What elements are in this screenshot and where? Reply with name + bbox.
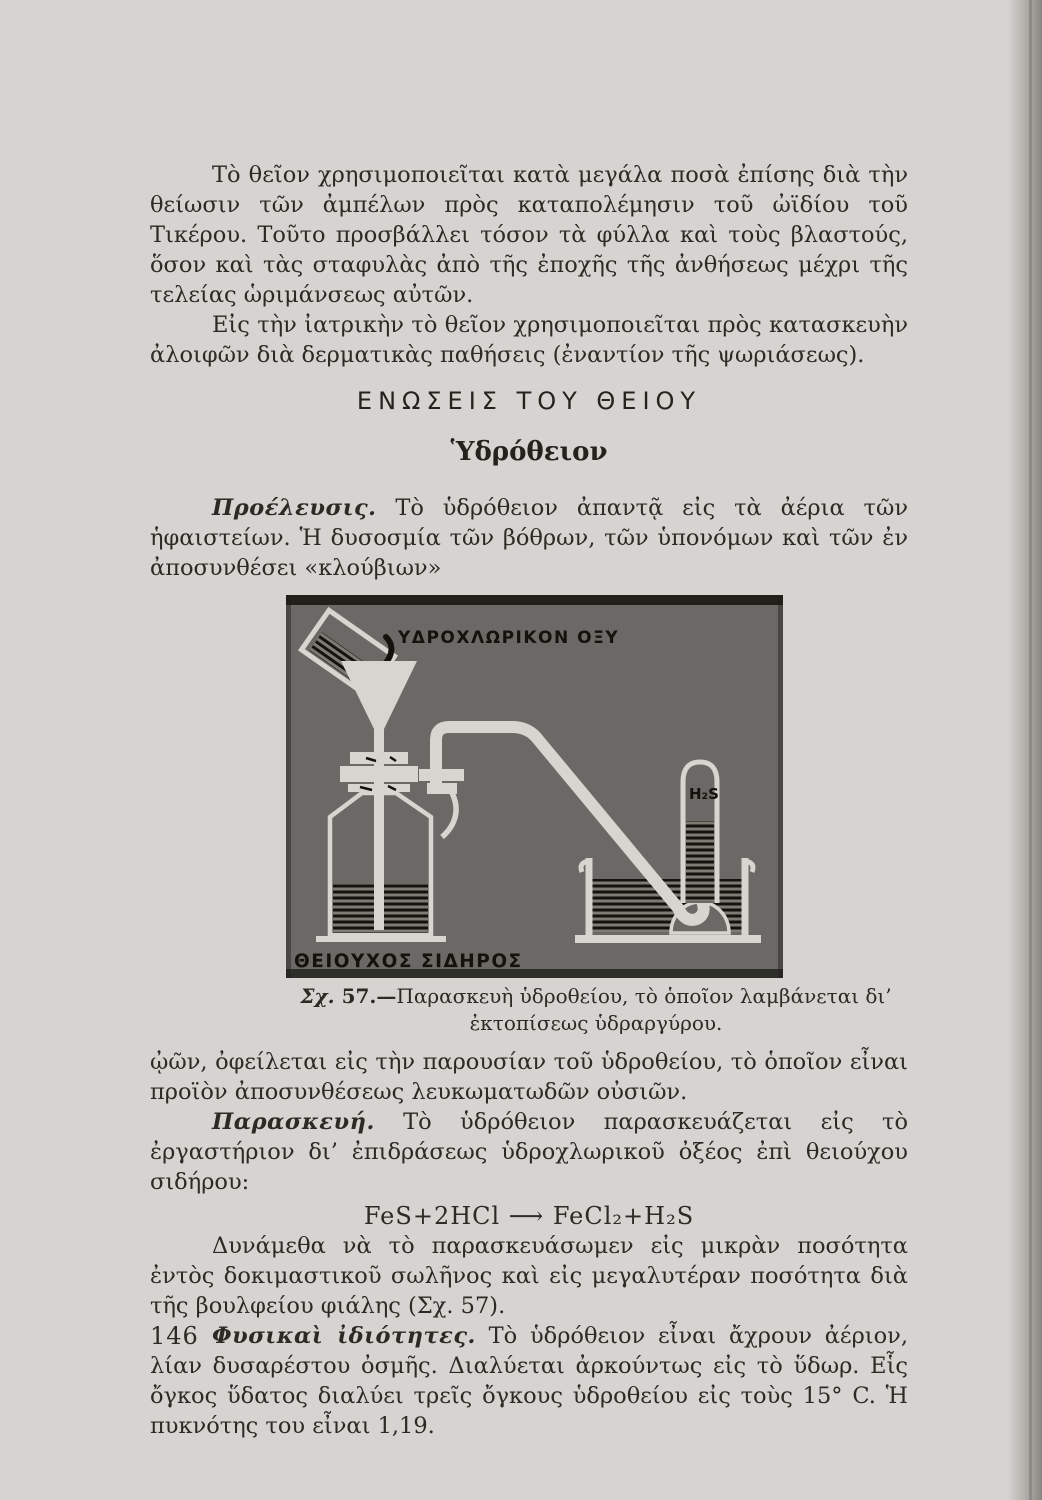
figure-caption bbox=[286, 983, 906, 1037]
paragraph-preparation bbox=[150, 1107, 908, 1197]
preparation-lead-word: Παρασκευή. bbox=[212, 1109, 375, 1135]
stopper-band-top bbox=[350, 752, 408, 764]
paragraph-amounts: Δυνάμεθα νὰ τὸ παρασκευάσωμεν εἰς μικρὰν ποσότητα ἐντὸς δοκιμαστικοῦ σωλῆνος καὶ εἰς μεγαλυτέραν ποσότητα διὰ τῆς βουλφείου φιάλης (Σχ. 57). bbox=[150, 1233, 908, 1319]
figure-border-right bbox=[778, 595, 783, 978]
stopper-band-main bbox=[340, 766, 418, 782]
stopper-band-lower bbox=[348, 784, 410, 792]
caption-text: Παρασκευὴ ὑδροθείου, τὸ ὁποῖον λαμβάνεται δι’ ἐκτοπίσεως ὑδραργύρου. bbox=[396, 984, 892, 1035]
text-column bbox=[150, 160, 908, 1441]
page-edge-line bbox=[1029, 0, 1032, 1500]
side-fitting-band-lower bbox=[427, 783, 457, 794]
page-number: 146 bbox=[150, 1322, 199, 1350]
figure-h2s-apparatus bbox=[286, 595, 892, 1037]
test-tube-water bbox=[686, 821, 714, 901]
subsection-heading: Ὑδρόθειον bbox=[450, 437, 608, 467]
origin-text: Τὸ ὑδρόθειον ἀπαντᾷ εἰς τὰ ἀέρια τῶν ἡφαιστείων. Ἡ δυσοσμία τῶν βόθρων, τῶν ὑπονόμων καὶ τῶν ἐν ἀποσυνθέσει «κλούβιων» bbox=[150, 495, 908, 581]
page-edge-shadow bbox=[1008, 0, 1042, 1500]
paragraph-origin bbox=[150, 493, 908, 583]
physical-text: Τὸ ὑδρόθειον εἶναι ἄχρουν ἀέριον, λίαν δυσαρέστου ὀσμῆς. Διαλύεται ἀρκούντως εἰς τὸ ὕδωρ. Εἷς ὄγκος ὕδατος διαλύει τρεῖς ὄγκους ὑδροθείου εἰς τοὺς 15° C. Ἡ πυκνότης του εἶναι 1,19. bbox=[150, 1323, 908, 1439]
trough-base bbox=[575, 935, 761, 943]
paragraph-physical-properties bbox=[150, 1321, 908, 1441]
figure-border-left bbox=[286, 595, 291, 978]
paragraph-sulfur-medicine: Εἰς τὴν ἰατρικὴν τὸ θεῖον χρησιμοποιεῖται πρὸς κατασκευὴν ἀλοιφῶν διὰ δερματικὰς παθήσεις (ἐναντίον τῆς ψωριάσεως). bbox=[150, 312, 908, 368]
side-fitting-band-top bbox=[419, 769, 464, 781]
gas-label: H₂S bbox=[689, 785, 719, 803]
paragraph-origin-continued: ᾠῶν, ὀφείλεται εἰς τὴν παρουσίαν τοῦ ὑδροθείου, τὸ ὁποῖον εἶναι προϊὸν ἀποσυνθέσεως λευκωματωδῶν οὐσιῶν. bbox=[150, 1049, 908, 1105]
section-heading: ΕΝΩΣΕΙΣ ΤΟΥ ΘΕΙΟΥ bbox=[356, 387, 702, 415]
bottle-base bbox=[316, 936, 446, 942]
caption-number: 57.— bbox=[334, 984, 397, 1008]
preparation-text: Τὸ ὑδρόθειον παρασκευάζεται εἰς τὸ ἐργαστήριον δι’ ἐπιδράσεως ὑδροχλωρικοῦ ὀξέος ἐπὶ θειούχου σιδήρου: bbox=[150, 1109, 908, 1195]
acid-label: ΥΔΡΟΧΛΩΡΙΚΟΝ ΟΞΥ bbox=[398, 628, 620, 648]
physical-lead-word: Φυσικαὶ ἰδιότητες. bbox=[212, 1323, 476, 1349]
chemical-equation: FeS+2HCl ⟶ FeCl₂+H₂S bbox=[363, 1202, 695, 1230]
figure-border-top bbox=[286, 595, 783, 605]
caption-fig-abbrev: Σχ. bbox=[300, 984, 335, 1008]
iron-sulfide-label: ΘΕΙΟΥΧΟΣ ΣΙΔΗΡΟΣ bbox=[294, 951, 523, 972]
apparatus-illustration bbox=[286, 595, 783, 978]
paragraph-sulfur-uses: Τὸ θεῖον χρησιμοποιεῖται κατὰ μεγάλα ποσὰ ἐπίσης διὰ τὴν θείωσιν τῶν ἀμπέλων πρὸς καταπολέμησιν τοῦ ὠϊδίου τοῦ Τικέρου. Τοῦτο προσβάλλει τόσον τὰ φύλλα καὶ τοὺς βλαστούς, ὅσον καὶ τὰς σταφυλὰς ἀπὸ τῆς ἐποχῆς τῆς ἀνθήσεως μέχρι τῆς τελείας ὡριμάνσεως αὐτῶν. bbox=[150, 162, 908, 308]
origin-lead-word: Προέλευσις. bbox=[212, 495, 377, 521]
